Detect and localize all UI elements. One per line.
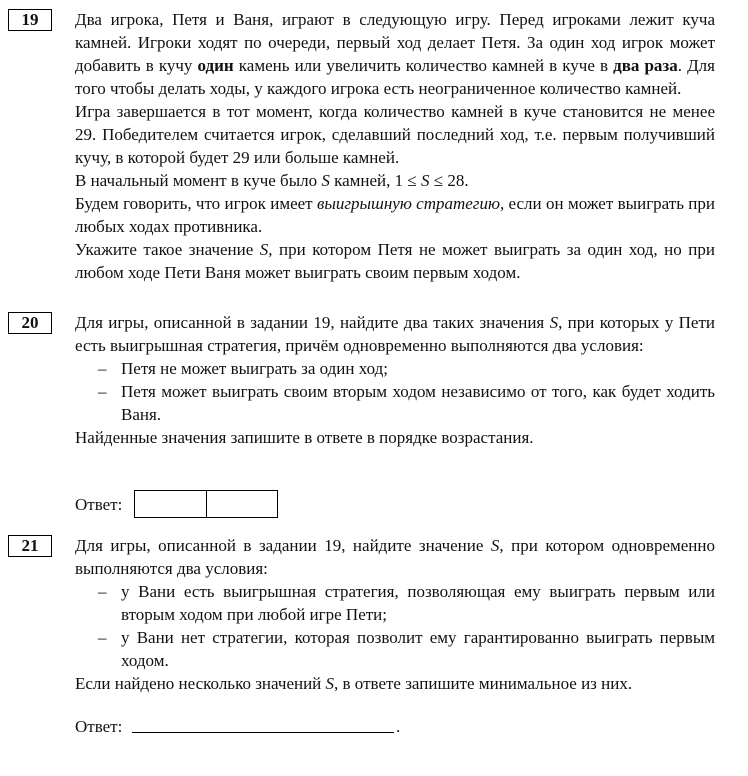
answer-box-1[interactable] — [135, 491, 206, 517]
task-19-paragraph-1: Два игрока, Петя и Ваня, играют в следующую игру. Перед игроками лежит куча камней. Игроки ходят по очереди, первый ход делает Петя. За один ход игрок может добавить в кучу один камень или увеличить количество камней в куче в два раза. Для того чтобы делать ходы, у каждого игрока есть неограниченное количество камней. — [75, 10, 715, 98]
answer-label: Ответ: — [75, 717, 123, 736]
task-19-text — [75, 8, 715, 284]
task-number-20: 20 — [8, 312, 52, 334]
task-number-19: 19 — [8, 9, 52, 31]
task-21-text — [75, 534, 715, 695]
task-20-condition-1: – Петя не может выиграть за один ход; — [98, 359, 388, 378]
task-19-paragraph-2: Игра завершается в тот момент, когда количество камней в куче становится не менее 29. Победителем считается игрок, сделавший последний ход, т.е. первым получивший кучу, в которой будет 29 или больше камней. — [75, 102, 715, 167]
task-21-condition-1: – у Вани есть выигрышная стратегия, позволяющая ему выиграть первым или вторым ходом при любой игре Пети; — [98, 582, 715, 624]
task-19-paragraph-4: Будем говорить, что игрок имеет выигрышную стратегию, если он может выиграть при любых ходах противника. — [75, 194, 716, 236]
answer-box-2[interactable] — [206, 491, 278, 517]
task-21-intro: Для игры, описанной в задании 19, найдите значение S, при котором одновременно выполняются два условия: — [75, 536, 715, 578]
task-21-outro: Если найдено несколько значений S, в ответе запишите минимальное из них. — [75, 674, 633, 693]
task-number-21: 21 — [8, 535, 52, 557]
task-19-paragraph-3: В начальный момент в куче было S камней, 1 ≤ S ≤ 28. — [75, 171, 469, 190]
task-20-condition-2: – Петя может выиграть своим вторым ходом независимо от того, как будет ходить Ваня. — [98, 382, 715, 424]
task-21-condition-2: – у Вани нет стратегии, которая позволит ему гарантированно выиграть первым ходом. — [98, 628, 715, 670]
task-20-intro: Для игры, описанной в задании 19, найдите два таких значения S, при которых у Пети есть выигрышная стратегия, причём одновременно выполняются два условия: — [75, 313, 716, 355]
task-20-text — [75, 311, 715, 449]
answer-end-period: . — [396, 717, 401, 736]
answer-label: Ответ: — [75, 495, 123, 514]
answer-line[interactable] — [132, 732, 394, 733]
task-20-outro: Найденные значения запишите в ответе в порядке возрастания. — [75, 428, 534, 447]
answer-boxes — [134, 490, 278, 518]
task-19-paragraph-5: Укажите такое значение S, при котором Петя не может выиграть за один ход, но при любом ходе Пети Ваня может выиграть своим первым ходом. — [75, 240, 715, 282]
